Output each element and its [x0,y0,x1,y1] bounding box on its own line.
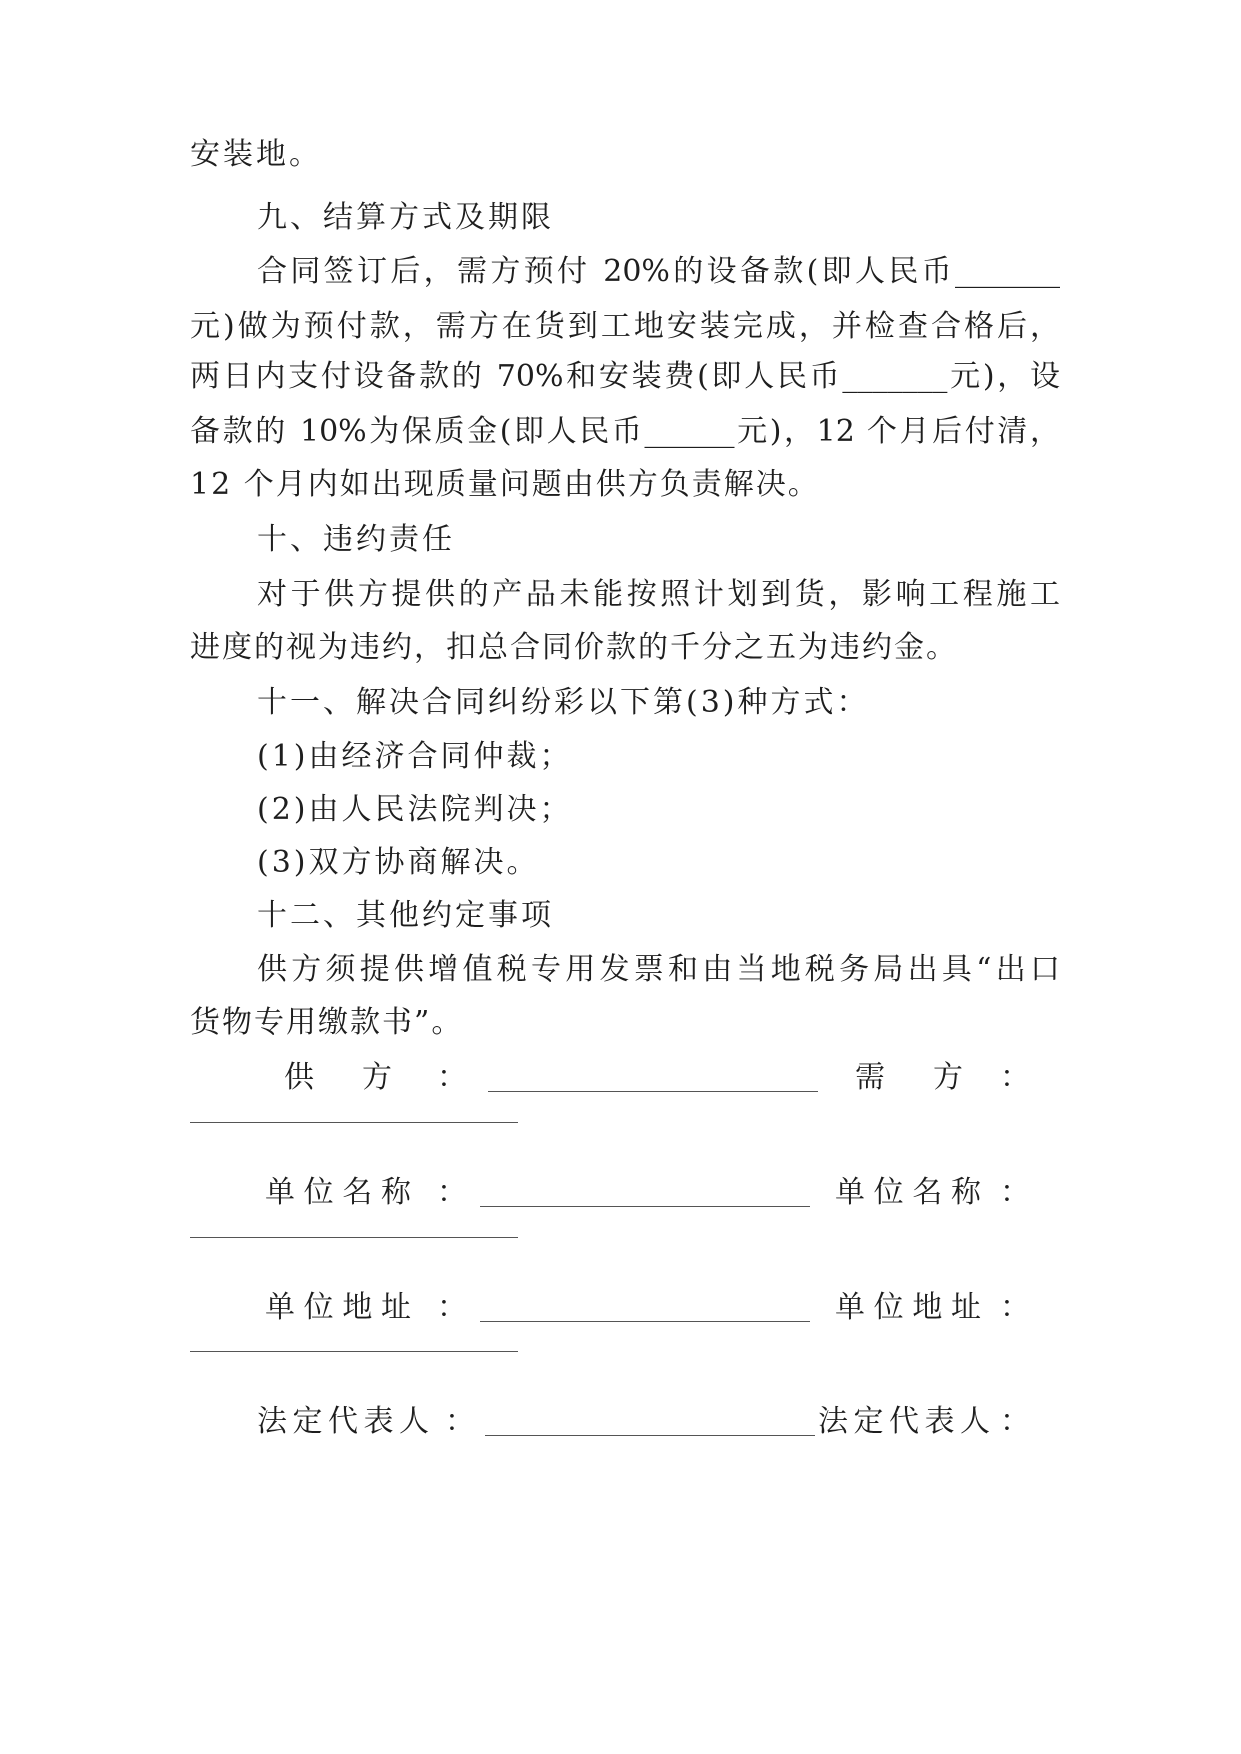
option-1: (1)由经济合同仲裁； [257,739,573,774]
buyer-unit-name-label: 单位名称 [835,1175,981,1210]
signature-row-unit-name [0,1173,1241,1213]
text-line: 合同签订后，需方预付 20%的设备款(即人民币_______ [257,254,1060,289]
colon: ： [437,1060,467,1095]
supplier-blank[interactable] [488,1091,818,1092]
section-11-title: 十一、解决合同纠纷彩以下第(3)种方式： [257,685,870,720]
colon: ： [437,1290,467,1325]
option-2: (2)由人民法院判决； [257,792,573,827]
buyer-unit-address-label: 单位地址 [835,1290,981,1325]
signature-row-party [0,1058,1241,1098]
supplier-unit-address-blank[interactable] [480,1321,810,1322]
text-line: 对于供方提供的产品未能按照计划到货，影响工程施工 [257,577,1060,612]
buyer-label: 需方 [855,1060,963,1095]
colon: ： [1000,1175,1030,1210]
text-line: 供方须提供增值税专用发票和由当地税务局出具“出口 [257,952,1060,987]
buyer-legal-rep-label: 法定代表人 [818,1404,990,1439]
signature-row-unit-address [0,1288,1241,1328]
text-line: 两日内支付设备款的 70%和安装费(即人民币_______元)，设 [190,359,1060,394]
text-line: 安装地。 [190,137,322,172]
supplier-label: 供方 [284,1060,392,1095]
colon: ： [1000,1404,1030,1439]
supplier-unit-address-label: 单位地址 [265,1290,411,1325]
supplier-unit-name-blank[interactable] [480,1206,810,1207]
supplier-legal-rep-label: 法定代表人 [257,1404,429,1439]
colon: ： [1000,1060,1030,1095]
supplier-unit-name-label: 单位名称 [265,1175,411,1210]
section-10-title: 十、违约责任 [257,522,455,557]
supplier-legal-rep-blank[interactable] [485,1435,815,1436]
buyer-unit-name-blank[interactable] [190,1237,518,1238]
section-12-title: 十二、其他约定事项 [257,898,554,933]
colon: ： [445,1404,475,1439]
text-line: 进度的视为违约，扣总合同价款的千分之五为违约金。 [190,630,958,665]
section-9-title: 九、结算方式及期限 [257,200,554,235]
colon: ： [437,1175,467,1210]
buyer-unit-address-blank[interactable] [190,1351,518,1352]
colon: ： [1000,1290,1030,1325]
text-line: 备款的 10%为保质金(即人民币______元)，12 个月后付清， [190,414,1060,449]
text-line: 货物专用缴款书”。 [190,1005,464,1040]
signature-row-legal-rep [0,1402,1241,1442]
buyer-blank[interactable] [190,1122,518,1123]
text-line: 12 个月内如出现质量问题由供方负责解决。 [190,467,820,502]
option-3: (3)双方协商解决。 [257,845,540,880]
text-line: 元)做为预付款，需方在货到工地安装完成，并检查合格后， [190,309,1060,344]
